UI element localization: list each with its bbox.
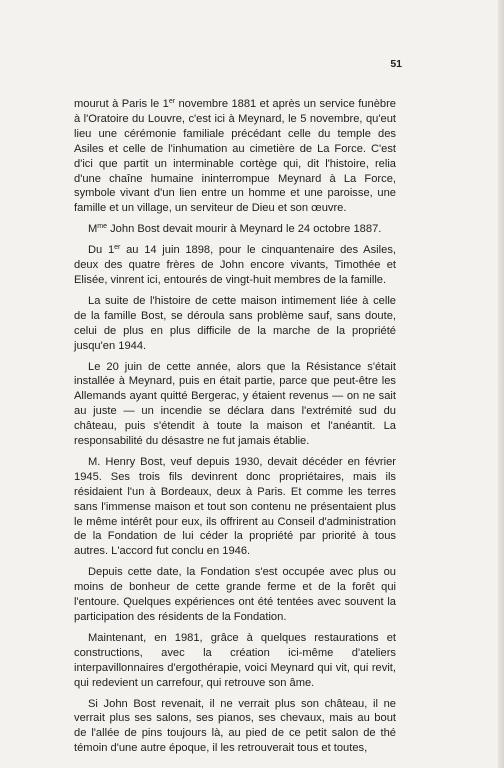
text-run: Du 1 bbox=[88, 244, 115, 257]
text-run: M bbox=[88, 223, 98, 236]
text-run: Si John Bost revenait, il ne verrait plus son château, il ne verrait plus ses salons, ses pianos, ses chevaux, mais au bout de l'allée de pins toujours là, au pied de ce petit salon de thé témoin d'une autre époque, il les retrouverait tous et toutes, bbox=[74, 697, 396, 755]
text-run: novembre 1881 et après un service funèbre à l'Oratoire du Louvre, c'est ici à Meynard, le 5 novembre, qu'eut lieu une cérémonie familiale précédant celle du temple des Asiles et celle de l'inhumation au cimetière de La Force. C'est d'ici que partit un interminable cortège qui, dit l'histoire, relia d'une chaîne humaine ininterrompue Meynard à La Force, symbole vivant d'un lien entre un homme et une paroisse, une famille et un village, un serviteur de Dieu et son œuvre. bbox=[74, 98, 396, 215]
paragraph bbox=[74, 360, 396, 449]
text-run: au 14 juin 1898, pour le cinquantenaire des Asiles, deux des quatre frères de John encore vivants, Timothée et Elisée, vinrent ici, entourés de vingt-huit membres de la famille. bbox=[74, 244, 396, 286]
page-edge bbox=[498, 0, 504, 768]
paragraph bbox=[74, 697, 396, 757]
paragraph bbox=[74, 565, 396, 625]
text-run: John Bost devait mourir à Meynard le 24 octobre 1887. bbox=[107, 223, 382, 236]
body-text bbox=[74, 97, 396, 762]
text-run: La suite de l'histoire de cette maison intimement liée à celle de la famille Bost, se déroula sans problème sauf, sans doute, celui de plus en plus difficile de la marche de la propriété jusqu'en 1944. bbox=[74, 294, 396, 352]
paragraph bbox=[74, 631, 396, 691]
superscript: me bbox=[97, 223, 108, 231]
page-number: 51 bbox=[390, 58, 402, 70]
text-run: M. Henry Bost, veuf depuis 1930, devait décéder en février 1945. Ses trois fils devinrent donc propriétaires, mais ils résidaient l'un à Bordeaux, deux à Paris. Et comme les terres sans l'immense maison et tout son contenu ne présentaient plus le même intérêt pour eux, ils offrirent au Conseil d'administration de la Fondation de lui céder la propriété par priorité à tous autres. L'accord fut conclu en 1946. bbox=[74, 455, 396, 558]
text-run: Le 20 juin de cette année, alors que la Résistance s'était installée à Meynard, puis en était partie, parce que peut-être les Allemands ayant quitté Bergerac, y étaient revenus — on ne sait au juste — un incendie se déclara dans l'extrémité sud du château, puis s'étendit à toute la maison et l'anéantit. La responsabilité du désastre ne fut jamais établie. bbox=[74, 360, 396, 448]
paragraph bbox=[74, 294, 396, 354]
paragraph bbox=[74, 455, 396, 559]
text-run: mourut à Paris le 1 bbox=[74, 98, 169, 110]
paragraph bbox=[74, 243, 396, 288]
text-run: Depuis cette date, la Fondation s'est occupée avec plus ou moins de bonheur de cette grande ferme et de la forêt qui l'entoure. Quelques expériences ont été tentées avec souvent la participation des résidents de la Fondation. bbox=[74, 566, 396, 623]
superscript: er bbox=[168, 98, 176, 105]
paragraph bbox=[74, 222, 396, 237]
text-run: Maintenant, en 1981, grâce à quelques restaurations et constructions, avec la création ici-même d'ateliers interpavillonnaires d'ergothérapie, voici Meynard qui vit, qui revit, qui redevient un carrefour, qui retrouve son âme. bbox=[74, 631, 396, 689]
superscript: er bbox=[114, 244, 121, 252]
paragraph bbox=[74, 97, 396, 216]
